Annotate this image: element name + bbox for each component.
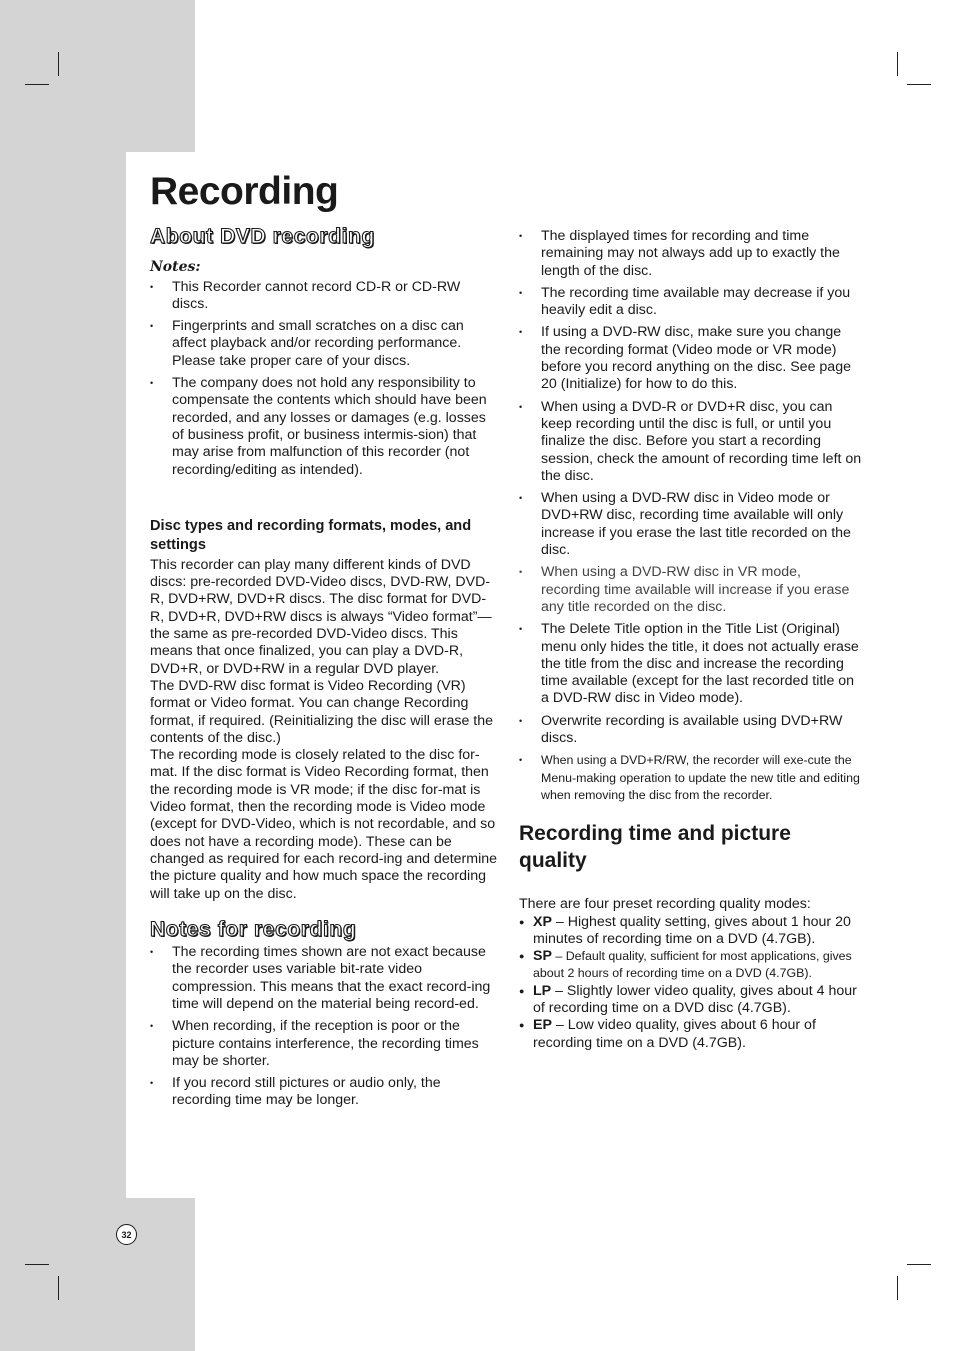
recording-quality-heading: Recording time and picture quality [519, 822, 791, 873]
list-item: • When using a DVD-R or DVD+R disc, you can keep recording until the disc is full, or until you finalize the disc. Before you start a recording session, check the amount of recording time left on the disc. [519, 399, 864, 485]
quality-mode-lp [519, 983, 864, 1018]
left-column [150, 225, 498, 1115]
quality-intro: There are four preset recording quality modes: [519, 896, 811, 913]
crop-mark [58, 1276, 59, 1300]
crop-mark [897, 1276, 898, 1300]
list-item: • This Recorder cannot record CD-R or CD-RW discs. [150, 279, 498, 314]
notes-for-recording-list [150, 944, 498, 1110]
quality-mode-ep [519, 1017, 864, 1052]
disc-types-paragraph: The recording mode is closely related to the disc for-mat. If the disc format is Video Recording format, then the recording mode is VR mode; if the disc for-mat is Video format, then the recording mode is Video mode (except for DVD-Video, which is not recordable, and so does not have a recording mode). These can be changed as required for each record-ing and determine the picture quality and how much space the recording will take up on the disc. [150, 747, 498, 902]
page-title: Recording [150, 170, 339, 213]
quality-modes-list [519, 914, 864, 1052]
list-item: • The Delete Title option in the Title List (Original) menu only hides the title, it does not actually erase the title from the disc and increase the recording time available (except for the last recorded title on a DVD-RW disc in Video mode). [519, 621, 864, 707]
disc-types-paragraph: The DVD-RW disc format is Video Recording (VR) format or Video format. You can change Recording format, if required. (Reinitializing the disc will erase the contents of the disc.) [150, 677, 494, 746]
mode-code: EP [533, 1017, 552, 1034]
list-item: • If using a DVD-RW disc, make sure you change the recording format (Video mode or VR mode) before you record anything on the disc. See page 20 (Initialize) for how to do this. [519, 324, 864, 393]
list-item: • The displayed times for recording and time remaining may not always add up to exactly the length of the disc. [519, 228, 864, 280]
crop-mark [25, 1264, 49, 1265]
list-item: • When using a DVD-RW disc in VR mode, recording time available will increase if you erase any title recorded on the disc. [519, 564, 864, 616]
about-dvd-recording-heading: About DVD recording [150, 225, 375, 248]
mode-description: – Low video quality, gives about 6 hour of recording time on a DVD (4.7GB). [533, 1017, 816, 1051]
recording-notes-list [519, 228, 864, 804]
page-margin-band-left [0, 152, 126, 1198]
mode-code: SP [533, 948, 552, 965]
list-item: • If you record still pictures or audio only, the recording time may be longer. [150, 1075, 498, 1110]
list-item: • The recording times shown are not exact because the recorder uses variable bit-rate video compression. This means that the exact record-ing time will depend on the material being record-ed. [150, 944, 498, 1013]
notes-label: Notes: [150, 259, 201, 276]
mode-code: XP [533, 913, 552, 930]
mode-description: – Default quality, sufficient for most applications, gives about 2 hours of recording time on a DVD (4.7GB). [533, 949, 852, 981]
list-item: • When using a DVD-RW disc in Video mode or DVD+RW disc, recording time available will only increase if you erase the last title recorded on the disc. [519, 490, 864, 559]
list-item: • Overwrite recording is available using DVD+RW discs. [519, 713, 864, 748]
crop-mark [907, 84, 931, 85]
list-item: • When recording, if the reception is poor or the picture contains interference, the recording times may be shorter. [150, 1018, 498, 1070]
right-column [519, 228, 864, 1052]
crop-mark [25, 84, 49, 85]
page-number: 32 [116, 1224, 137, 1245]
mode-code: LP [533, 982, 552, 999]
page-margin-band-top [0, 0, 195, 152]
mode-description: – Slightly lower video quality, gives about 4 hour of recording time on a DVD disc (4.7GB). [533, 982, 857, 1016]
about-notes-list [150, 279, 498, 479]
crop-mark [907, 1264, 931, 1265]
quality-mode-xp [519, 914, 864, 949]
list-item: • The company does not hold any responsibility to compensate the contents which should have been recorded, and any losses or damages (e.g. losses of business profit, or business intermis-sion) that may arise from malfunction of this recorder (not recording/editing as intended). [150, 375, 498, 479]
disc-types-heading: Disc types and recording formats, modes, and settings [150, 517, 472, 553]
quality-mode-sp [519, 948, 864, 983]
disc-types-paragraph: This recorder can play many different kinds of DVD discs: pre-recorded DVD-Video discs, DVD-RW, DVD-R, DVD+RW, DVD+R discs. The disc format for DVD-R, DVD+R, DVD+RW discs is always “Video format”—the same as pre-recorded DVD-Video discs. This means that once finalized, you can play a DVD-R, DVD+R, or DVD+RW in a regular DVD player. [150, 556, 492, 677]
crop-mark [897, 52, 898, 76]
notes-for-recording-heading: Notes for recording [150, 917, 357, 941]
list-item: • The recording time available may decrease if you heavily edit a disc. [519, 285, 864, 320]
list-item: • When using a DVD+R/RW, the recorder will exe-cute the Menu-making operation to update the new title and editing when removing the disc from the recorder. [519, 752, 864, 804]
page-margin-band-bottom [0, 1198, 195, 1351]
crop-mark [58, 52, 59, 76]
mode-description: – Highest quality setting, gives about 1 hour 20 minutes of recording time on a DVD (4.7GB). [533, 913, 851, 947]
list-item: • Fingerprints and small scratches on a disc can affect playback and/or recording performance. Please take proper care of your discs. [150, 318, 498, 370]
